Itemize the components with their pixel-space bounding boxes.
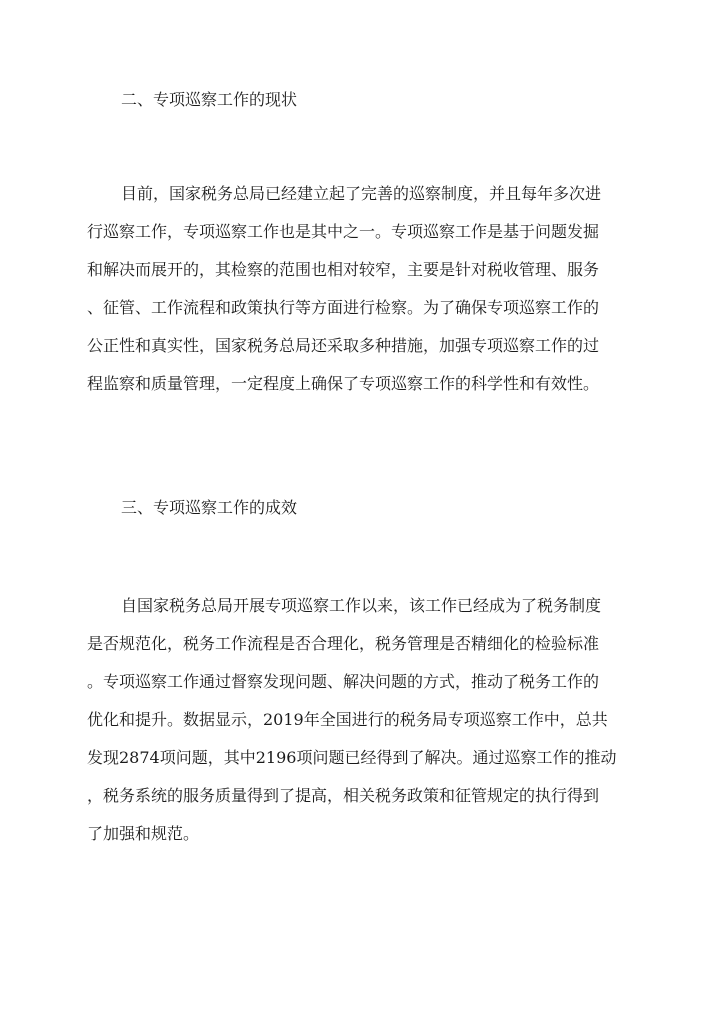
section-paragraph-status: [87, 175, 647, 403]
paragraph-line: ，税务系统的服务质量得到了提高，相关税务政策和征管规定的执行得到: [87, 786, 600, 805]
section-heading-results: 三、专项巡察工作的成效: [121, 498, 298, 517]
paragraph-line: 了加强和规范。: [87, 824, 200, 843]
paragraph-line: 是否规范化，税务工作流程是否合理化，税务管理是否精细化的检验标准: [87, 634, 600, 653]
section-paragraph-results: [87, 587, 647, 853]
section-heading-status: 二、专项巡察工作的现状: [121, 90, 298, 109]
paragraph-line: 、征管、工作流程和政策执行等方面进行检察。为了确保专项巡察工作的: [87, 298, 600, 317]
paragraph-line: 和解决而展开的，其检察的范围也相对较窄，主要是针对税收管理、服务: [87, 260, 600, 279]
paragraph-line: 目前，国家税务总局已经建立起了完善的巡察制度，并且每年多次进: [121, 184, 602, 203]
paragraph-line: 优化和提升。数据显示，2019年全国进行的税务局专项巡察工作中，总共: [87, 710, 608, 729]
paragraph-line: 行巡察工作，专项巡察工作也是其中之一。专项巡察工作是基于问题发掘: [87, 222, 600, 241]
paragraph-line: 。专项巡察工作通过督察发现问题、解决问题的方式，推动了税务工作的: [87, 672, 600, 691]
paragraph-line: 发现2874项问题，其中2196项问题已经得到了解决。通过巡察工作的推动: [87, 748, 617, 767]
paragraph-line: 公正性和真实性，国家税务总局还采取多种措施，加强专项巡察工作的过: [87, 336, 600, 355]
paragraph-line: 程监察和质量管理，一定程度上确保了专项巡察工作的科学性和有效性。: [87, 374, 600, 393]
paragraph-line: 自国家税务总局开展专项巡察工作以来，该工作已经成为了税务制度: [121, 596, 602, 615]
